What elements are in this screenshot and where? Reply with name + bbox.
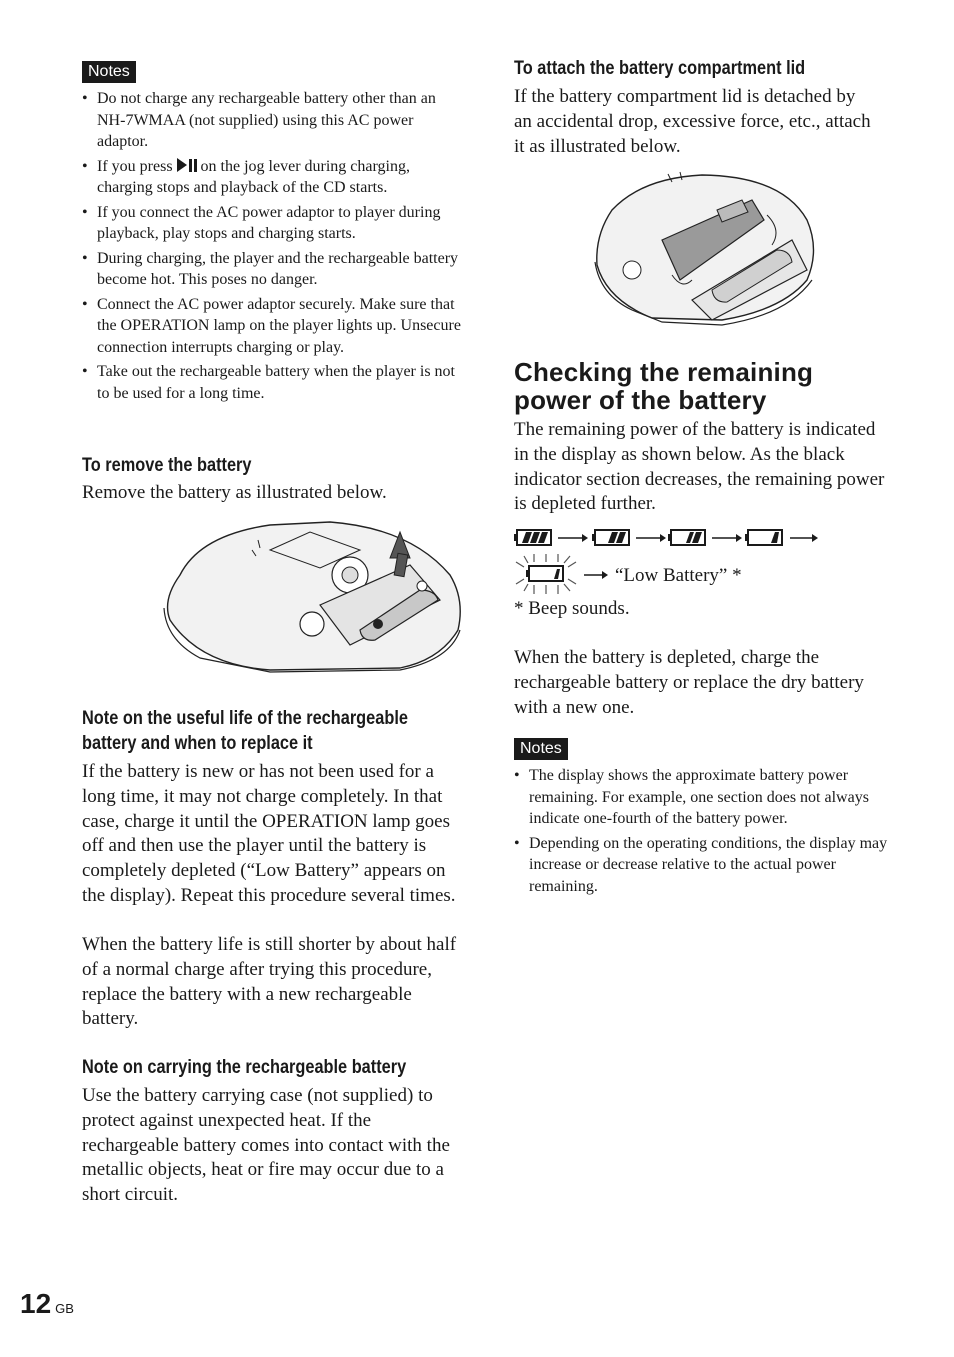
life-heading-line2: battery and when to replace it xyxy=(82,733,313,754)
arrow-right-icon xyxy=(636,534,666,542)
notes-list xyxy=(514,765,899,900)
play-pause-icon xyxy=(177,158,197,175)
attach-heading: To attach the battery compartment lid xyxy=(514,58,806,79)
battery-quarter-icon xyxy=(745,530,782,545)
attach-text: If the battery compartment lid is detached by an accidental drop, excessive force, etc., attach it as illustrated below. xyxy=(514,86,871,157)
notes-label: Notes xyxy=(514,738,568,760)
remove-heading: To remove the battery xyxy=(82,455,252,476)
battery-half-icon xyxy=(668,530,705,545)
arrow-right-icon xyxy=(584,571,608,579)
arrow-right-icon xyxy=(558,534,588,542)
life-paragraph-1: If the battery is new or has not been used for a long time, it may not charge completely. In that case, charge it until the OPERATION lamp goes off and then use the player until the battery is completely depleted (“Low Battery” appears on the display). Repeat this procedure several times. xyxy=(82,761,456,906)
battery-sequence xyxy=(514,527,824,549)
battery-full-icon xyxy=(514,530,551,545)
section-title-line1: Checking the remaining xyxy=(514,357,814,387)
list-item: • During charging, the player and the rechargeable battery become hot. This poses no danger. xyxy=(82,248,464,291)
list-item: • Depending on the operating conditions, the display may increase or decrease relative to the actual power remaining. xyxy=(514,833,899,898)
arrow-right-icon xyxy=(790,534,818,542)
attach-lid-illustration xyxy=(592,170,822,335)
list-item: • Take out the rechargeable battery when the player is not to be used for a long time. xyxy=(82,361,464,404)
arrow-right-icon xyxy=(712,534,742,542)
list-item xyxy=(82,156,464,199)
page-footer xyxy=(20,1288,74,1320)
section-title-line2: power of the battery xyxy=(514,385,767,415)
low-battery-text: “Low Battery” * xyxy=(615,565,742,586)
note-text: If you press xyxy=(97,157,173,175)
region-code: GB xyxy=(55,1301,74,1316)
life-paragraph-2: When the battery life is still shorter by about half of a normal charge after trying this procedure, replace the battery with a new rechargeable battery. xyxy=(82,934,457,1030)
depleted-text: When the battery is depleted, charge the rechargeable battery or replace the dry battery with a new one. xyxy=(514,647,864,718)
carry-text: Use the battery carrying case (not supplied) to protect against unexpected heat. If the rechargeable battery comes into contact with the metallic objects, heat or fire may occur due to a short circuit. xyxy=(82,1085,450,1206)
note-text: on the jog lever during charging, charging stops and playback of the CD starts. xyxy=(97,157,410,196)
battery-empty-flashing-icon xyxy=(514,554,614,596)
list-item: • The display shows the approximate battery power remaining. For example, one section does not always indicate one-fourth of the battery power. xyxy=(514,765,899,830)
battery-three-quarter-icon xyxy=(592,530,629,545)
carry-heading: Note on carrying the rechargeable battery xyxy=(82,1057,407,1078)
list-item: • Do not charge any rechargeable battery other than an NH-7WMAA (not supplied) using this AC power adaptor. xyxy=(82,88,464,153)
notes-label: Notes xyxy=(82,61,136,83)
remove-text: Remove the battery as illustrated below. xyxy=(82,482,387,503)
beep-footnote: * Beep sounds. xyxy=(514,598,630,619)
list-item: • If you connect the AC power adaptor to player during playback, play stops and charging starts. xyxy=(82,202,464,245)
notes-list xyxy=(82,88,464,407)
page-number: 12 xyxy=(20,1288,52,1319)
remove-battery-illustration xyxy=(160,520,470,680)
life-heading-line1: Note on the useful life of the rechargeable xyxy=(82,708,408,729)
check-text: The remaining power of the battery is indicated in the display as shown below. As the black indicator section decreases, the remaining power is depleted further. xyxy=(514,419,885,515)
list-item: • Connect the AC power adaptor securely. Make sure that the OPERATION lamp on the player lights up. Unsecure connection interrupts charging or play. xyxy=(82,294,464,359)
